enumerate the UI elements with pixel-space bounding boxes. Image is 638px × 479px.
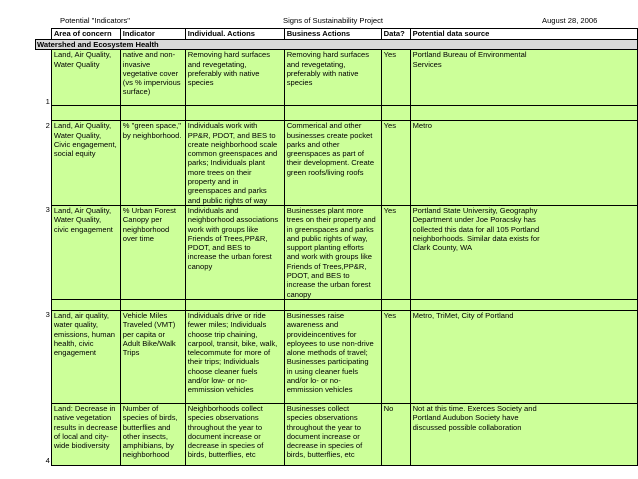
cell-line: species observations <box>286 413 358 423</box>
cell-line: Land, Air Quality, <box>53 50 112 60</box>
cell-area <box>51 205 120 299</box>
cell-indicator <box>120 50 185 106</box>
cell-line: support planting efforts <box>286 243 364 253</box>
spacer-cell <box>284 106 381 121</box>
cell-line: Friends of Trees,PP&R, <box>286 261 367 271</box>
cell-line: neighborhood associations <box>187 215 279 225</box>
cell-line: in using cleaner fuels <box>286 366 359 376</box>
cell-line: alone methods of travel; <box>286 348 368 358</box>
section-row <box>36 40 638 50</box>
cell-line: eployees to use non-drive <box>286 338 374 348</box>
cell-line: and public rights of way <box>187 195 268 205</box>
cell-line: Portland Bureau of Environmental <box>412 50 527 60</box>
cell-line: canopy <box>187 261 213 271</box>
spacer-cell <box>410 106 637 121</box>
cell-line: Number of <box>122 403 159 413</box>
cell-source <box>410 121 637 206</box>
cell-data: Yes <box>381 121 410 206</box>
row-spacer <box>36 299 638 310</box>
cell-data: Yes <box>381 50 410 106</box>
cell-line: Businesses collect <box>286 403 350 413</box>
spacer-cell <box>185 106 284 121</box>
cell-line: species of birds, <box>122 413 178 423</box>
cell-line: and work with groups like <box>286 252 372 262</box>
cell-line: social equity <box>53 149 96 159</box>
cell-line: throughout the year to <box>187 422 263 432</box>
cell-line: native vegetation <box>53 413 112 423</box>
spacer-cell <box>51 106 120 121</box>
cell-data: Yes <box>381 310 410 403</box>
cell-line: Canopy per <box>122 215 163 225</box>
spacer-cell <box>120 299 185 310</box>
cell-line: neighborhood <box>122 224 170 234</box>
cell-line: Land, air quality, <box>53 310 109 320</box>
cell-line: Adult Bike/Walk <box>122 338 176 348</box>
row-number: 1 <box>36 50 52 106</box>
cell-line: Metro <box>412 121 432 131</box>
cell-line: amphibians, by <box>122 441 174 451</box>
cell-data: Yes <box>381 205 410 299</box>
cell-line: civic engagement <box>53 224 113 234</box>
cell-line: Individuals and <box>187 205 239 215</box>
cell-line: Land, Air Quality, <box>53 121 112 131</box>
col-indicator: Indicator <box>120 29 185 40</box>
cell-line: Not at this time. Exerces Society and <box>412 403 537 413</box>
cell-line: choose cleaner fuels <box>187 366 258 376</box>
cell-line: Water Quality, <box>53 130 102 140</box>
cell-line: and/or lo- or no- <box>286 376 341 386</box>
cell-area <box>51 50 120 106</box>
cell-line: awareness and <box>286 320 339 330</box>
cell-line: invasive <box>122 59 151 69</box>
cell-area <box>51 121 120 206</box>
cell-line: species <box>286 78 313 88</box>
cell-line: greenspaces as part of <box>286 149 364 159</box>
cell-line: discussed possible collaboration <box>412 422 522 432</box>
cell-business <box>284 50 381 106</box>
table-row <box>36 50 638 106</box>
column-header-row <box>36 29 638 40</box>
cell-line: native and non- <box>122 50 176 60</box>
cell-line: (vs % impervious <box>122 78 181 88</box>
cell-line: PP&R, PDOT, and BES to <box>187 130 276 140</box>
cell-line: Portland State University, Geography <box>412 205 538 215</box>
cell-line: common greenspaces and <box>187 149 278 159</box>
row-number: 3 <box>36 205 52 299</box>
cell-individual <box>185 121 284 206</box>
header-center: Signs of Sustainability Project <box>283 16 384 25</box>
spacer-cell <box>51 299 120 310</box>
cell-line: PDOT, and BES to <box>187 243 251 253</box>
spacer-cell <box>381 299 410 310</box>
cell-line: species observations <box>187 413 259 423</box>
cell-line: engagement <box>53 348 97 358</box>
cell-line: emmission vehicles <box>286 385 353 395</box>
cell-indicator <box>120 403 185 465</box>
cell-line: businesses create pocket <box>286 130 373 140</box>
cell-line: % "green space," <box>122 121 181 131</box>
cell-line: Individuals drive or ride <box>187 310 266 320</box>
cell-line: Water Quality <box>53 59 100 69</box>
cell-line: Vehicle Miles <box>122 310 168 320</box>
cell-line: Removing hard surfaces <box>187 50 271 60</box>
spacer-cell <box>381 106 410 121</box>
cell-indicator <box>120 121 185 206</box>
cell-line: their trips; Individuals <box>187 357 260 367</box>
cell-source <box>410 310 637 403</box>
header-right: August 28, 2006 <box>542 16 598 25</box>
cell-line: Civic engagement, <box>53 139 117 149</box>
cell-line: birds, butterflies, etc <box>187 450 256 460</box>
cell-line: work with groups like <box>187 224 259 234</box>
cell-line: neighborhoods. Similar data exists for <box>412 233 540 243</box>
cell-line: Portland Audubon Society have <box>412 413 519 423</box>
cell-line: decrease in species of <box>187 441 264 451</box>
cell-line: and/or low- or no- <box>187 376 248 386</box>
cell-line: their development. Create <box>286 158 375 168</box>
cell-data: No <box>381 403 410 465</box>
row-number: 3 <box>36 310 52 403</box>
spacer-cell <box>284 299 381 310</box>
cell-area <box>51 310 120 403</box>
cell-line: emmission vehicles <box>187 385 254 395</box>
indicator-table <box>35 28 638 466</box>
cell-line: Water Quality, <box>53 215 102 225</box>
cell-line: greenspaces and parks <box>187 186 267 196</box>
cell-line: collected this data for all 105 Portland <box>412 224 540 234</box>
cell-line: % Urban Forest <box>122 205 176 215</box>
cell-line: other insects, <box>122 431 168 441</box>
cell-line: Clark County, WA <box>412 243 473 253</box>
spacer-cell <box>185 299 284 310</box>
cell-line: Metro, TriMet, City of Portland <box>412 310 514 320</box>
cell-line: butterflies and <box>122 422 171 432</box>
spacer-cell <box>410 299 637 310</box>
cell-line: preferably with native <box>286 68 359 78</box>
col-business: Business Actions <box>284 29 381 40</box>
cell-line: provideincentives for <box>286 329 357 339</box>
cell-line: health, civic <box>53 338 94 348</box>
cell-line: water quality, <box>53 320 98 330</box>
cell-line: Land: Decrease in <box>53 403 116 413</box>
cell-line: and revegetating, <box>286 59 346 69</box>
cell-line: per capita or <box>122 329 166 339</box>
cell-line: species <box>187 78 214 88</box>
cell-line: trees on their property and <box>286 215 376 225</box>
cell-line: PDOT, and BES to <box>286 271 350 281</box>
cell-line: Department under Joe Poracsky has <box>412 215 536 225</box>
col-area: Area of concern <box>51 29 120 40</box>
cell-line: emissions, human <box>53 329 116 339</box>
cell-line: neighborhood <box>122 450 170 460</box>
cell-line: parks; Individuals plant <box>187 158 266 168</box>
table-row <box>36 121 638 206</box>
cell-line: choose trip chaining, <box>187 329 258 339</box>
cell-line: document increase or <box>286 431 360 441</box>
table-row <box>36 205 638 299</box>
cell-line: Neighborhoods collect <box>187 403 263 413</box>
cell-line: Trips <box>122 348 140 358</box>
cell-business <box>284 403 381 465</box>
col-source: Potential data source <box>410 29 637 40</box>
row-number: 4 <box>36 403 52 465</box>
cell-individual <box>185 205 284 299</box>
col-individual: Individual. Actions <box>185 29 284 40</box>
cell-line: create neighborhood scale <box>187 139 278 149</box>
col-data: Data? <box>381 29 410 40</box>
table-row <box>36 403 638 465</box>
cell-individual <box>185 310 284 403</box>
cell-source <box>410 205 637 299</box>
cell-line: and revegetating, <box>187 59 247 69</box>
cell-line: in greenspaces and parks <box>286 224 374 234</box>
cell-line: parks and other <box>286 139 340 149</box>
cell-line: over time <box>122 233 155 243</box>
cell-line: surface) <box>122 87 151 97</box>
cell-business <box>284 121 381 206</box>
cell-line: Businesses participating <box>286 357 369 367</box>
cell-line: preferably with native <box>187 68 260 78</box>
cell-line: document increase or <box>187 431 261 441</box>
spacer-cell <box>36 106 52 121</box>
cell-source <box>410 50 637 106</box>
cell-line: vegetative cover <box>122 68 179 78</box>
cell-line: Individuals work with <box>187 121 258 131</box>
cell-line: Land, Air Quality, <box>53 205 112 215</box>
cell-line: property and in <box>187 177 239 187</box>
cell-individual <box>185 50 284 106</box>
cell-business <box>284 205 381 299</box>
cell-line: and public rights of way, <box>286 233 368 243</box>
cell-line: Businesses raise <box>286 310 345 320</box>
cell-line: green roofs/living roofs <box>286 167 364 177</box>
cell-indicator <box>120 205 185 299</box>
cell-line: Traveled (VMT) <box>122 320 176 330</box>
spacer-cell <box>120 106 185 121</box>
cell-line: results in decrease <box>53 422 118 432</box>
cell-business <box>284 310 381 403</box>
row-number: 2 <box>36 121 52 206</box>
cell-line: increase the urban forest <box>286 280 371 290</box>
cell-individual <box>185 403 284 465</box>
cell-line: wide biodiversity <box>53 441 110 451</box>
cell-line: telecommute for more of <box>187 348 271 358</box>
cell-line: carpool, transit, bike, walk, <box>187 338 278 348</box>
cell-line: fewer miles; Individuals <box>187 320 267 330</box>
cell-line: Commerical and other <box>286 121 362 131</box>
cell-line: of local and city- <box>53 431 109 441</box>
cell-line: Removing hard surfaces <box>286 50 370 60</box>
cell-line: Businesses plant more <box>286 205 364 215</box>
cell-source <box>410 403 637 465</box>
cell-line: by neighborhood. <box>122 130 182 140</box>
cell-line: birds, butterflies, etc <box>286 450 355 460</box>
section-title: Watershed and Ecosystem Health <box>36 40 638 50</box>
cell-line: throughout the year to <box>286 422 362 432</box>
cell-line: decrease in species of <box>286 441 363 451</box>
header-left: Potential "Indicators" <box>60 16 130 25</box>
cell-line: canopy <box>286 289 312 299</box>
cell-line: more trees on their <box>187 167 252 177</box>
table-row <box>36 310 638 403</box>
spacer-cell <box>36 299 52 310</box>
cell-area <box>51 403 120 465</box>
row-spacer <box>36 106 638 121</box>
cell-line: Services <box>412 59 442 69</box>
cell-indicator <box>120 310 185 403</box>
row-number-cell <box>36 29 52 40</box>
cell-line: Friends of Trees,PP&R, <box>187 233 268 243</box>
cell-line: increase the urban forest <box>187 252 272 262</box>
